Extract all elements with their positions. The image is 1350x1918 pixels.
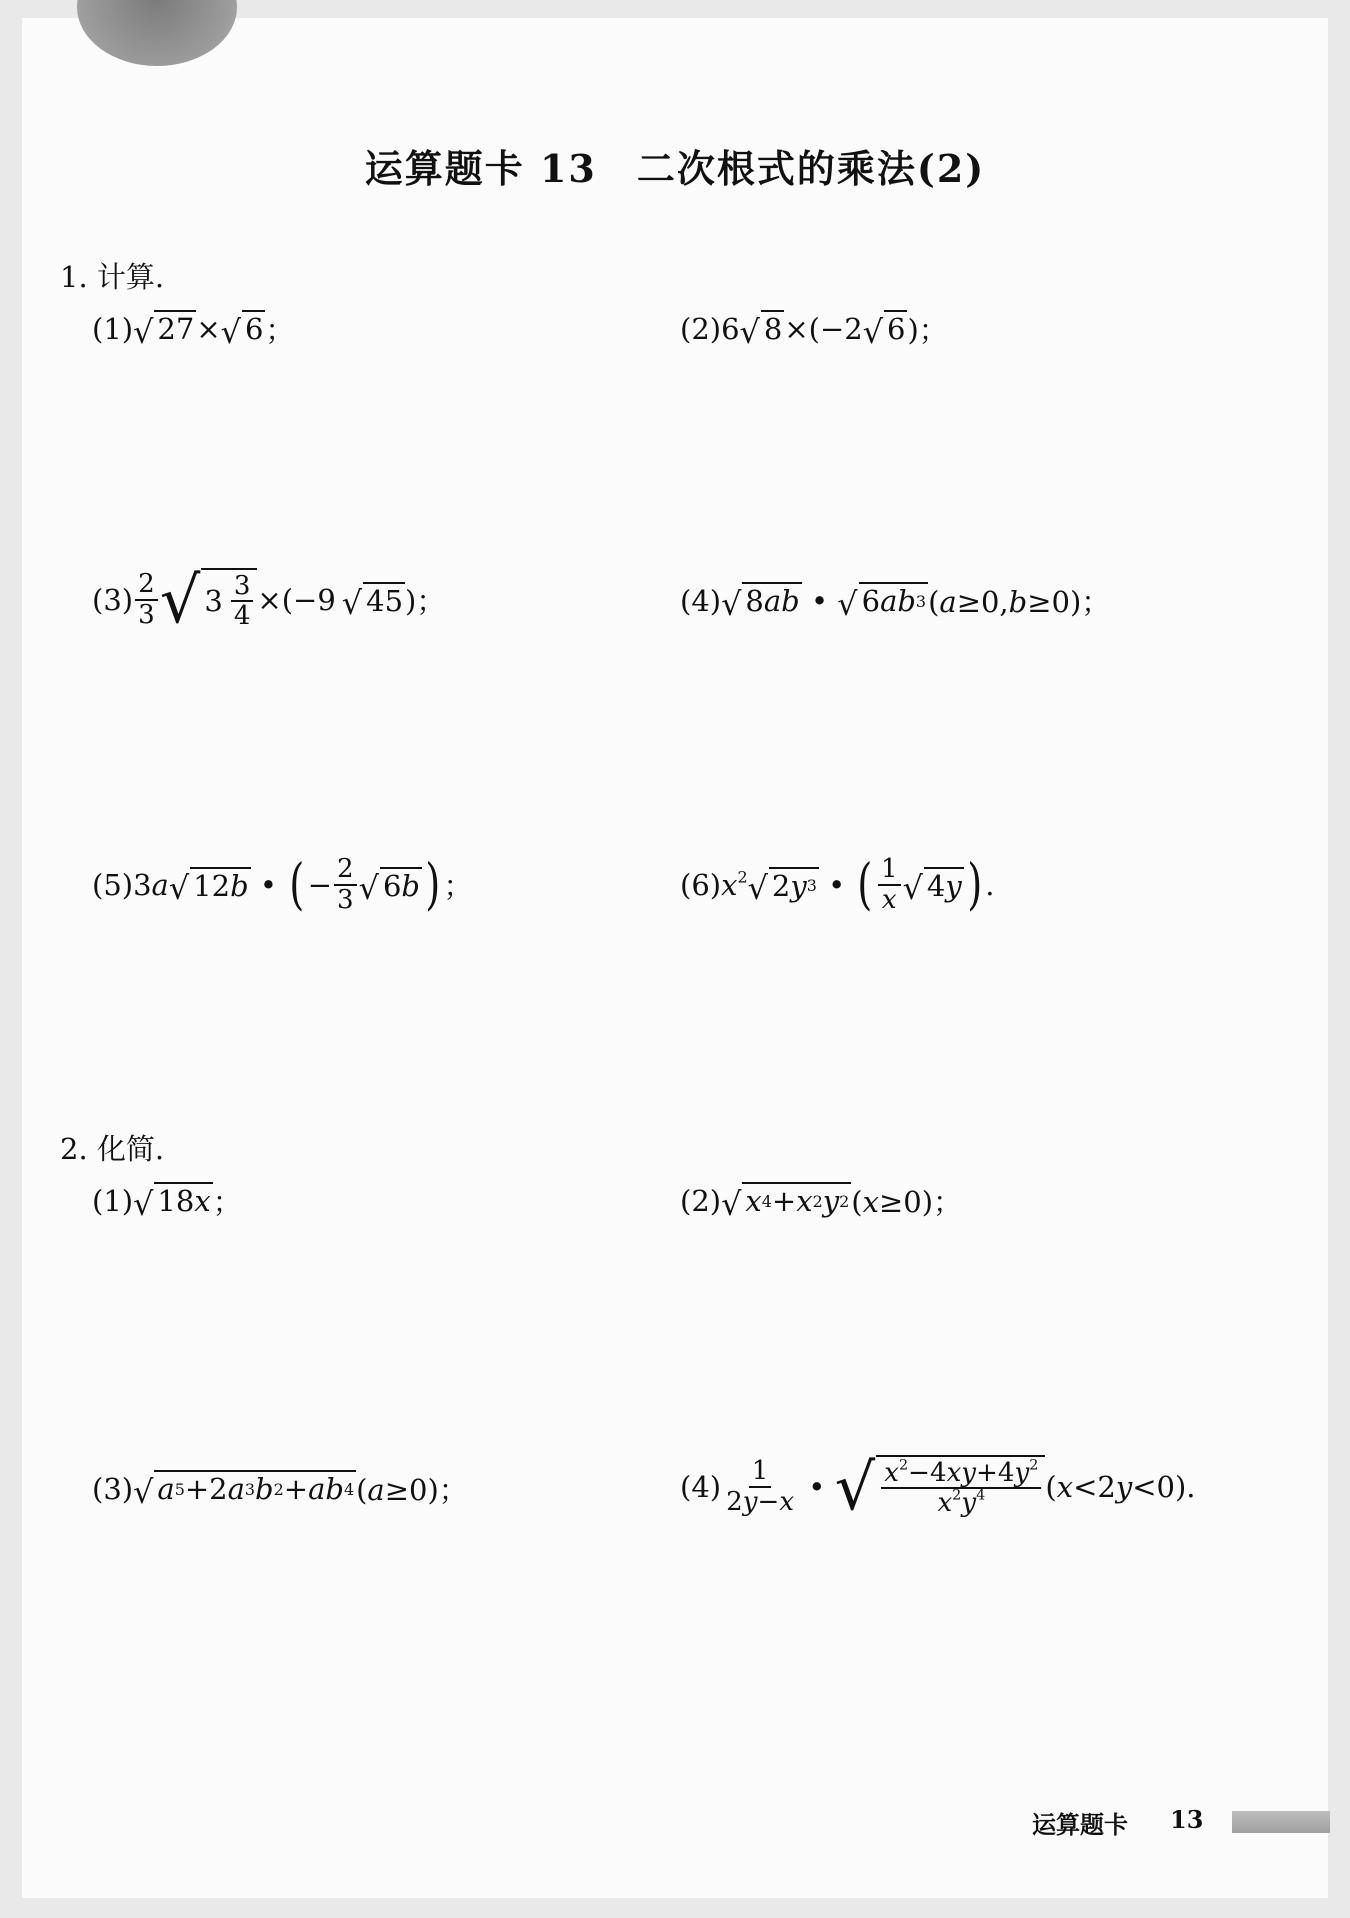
page-title xyxy=(0,138,1350,193)
expression: √ 27 × √ 6 ； xyxy=(133,311,295,351)
problem-label: (2) xyxy=(680,1183,722,1218)
expression: 3a √ 12 b • ( − $\frac{2}{3}$ √ 6 b ) ； xyxy=(133,852,473,917)
problem-1-4 xyxy=(680,580,1110,621)
problem-label: (3) xyxy=(92,582,134,617)
problem-2-1 xyxy=(92,1180,242,1221)
title-main: 运算题卡 13 xyxy=(364,146,597,191)
section-1-heading: 1. 计算. xyxy=(60,260,165,294)
expression: √ x 4 + x 2 y 2 (x≥0)； xyxy=(721,1184,963,1223)
corner-decoration xyxy=(77,0,237,66)
expression: √ a 5 +2 a 3 b 2 + ab 4 (a≥0)； xyxy=(133,1472,468,1511)
problem-label: (4) xyxy=(680,1469,722,1504)
page-number: 13 xyxy=(1170,1805,1204,1834)
worksheet-page xyxy=(22,18,1328,1898)
problem-1-5 xyxy=(92,852,473,917)
problem-2-2 xyxy=(680,1180,962,1221)
expression: $\frac{1}{2y-x}$ • √ $\frac{x^2-4xy+4y^2}{x^2y^4}$ (x<2y<0). xyxy=(726,1451,1196,1525)
problem-label: (1) xyxy=(92,1183,134,1218)
problem-1-6 xyxy=(680,852,995,917)
expression: √ 18 x ； xyxy=(133,1184,242,1223)
problem-label: (1) xyxy=(92,311,134,346)
footer-label: 运算题卡 xyxy=(1032,1811,1128,1839)
problem-label: (4) xyxy=(680,583,722,618)
problem-label: (6) xyxy=(680,867,722,902)
expression: 6 √ 8 ×(−2 √ 6 )； xyxy=(721,311,948,351)
problem-label: (3) xyxy=(92,1471,134,1506)
expression: $\frac{2}{3}$ √ 3 $\frac{3}{4}$ ×(−9 √ 45 )； xyxy=(133,568,445,632)
problem-1-1 xyxy=(92,308,294,349)
problem-2-4 xyxy=(680,1451,1196,1525)
problem-2-3 xyxy=(92,1468,468,1509)
problem-1-3 xyxy=(92,564,446,638)
problem-1-2 xyxy=(680,308,948,349)
expression: $x^2$ √ 2 y 3 • ( $\frac{1}{x}$ √ 4 y ) . xyxy=(721,852,995,917)
footer-decoration-bar xyxy=(1232,1811,1330,1833)
expression: √ 8 ab • √ 6 ab 3 (a≥0,b≥0)； xyxy=(721,583,1111,623)
problem-label: (5) xyxy=(92,867,134,902)
title-sub: 二次根式的乘法(2) xyxy=(636,146,986,191)
section-2-heading: 2. 化简. xyxy=(60,1132,165,1166)
problem-label: (2) xyxy=(680,311,722,346)
